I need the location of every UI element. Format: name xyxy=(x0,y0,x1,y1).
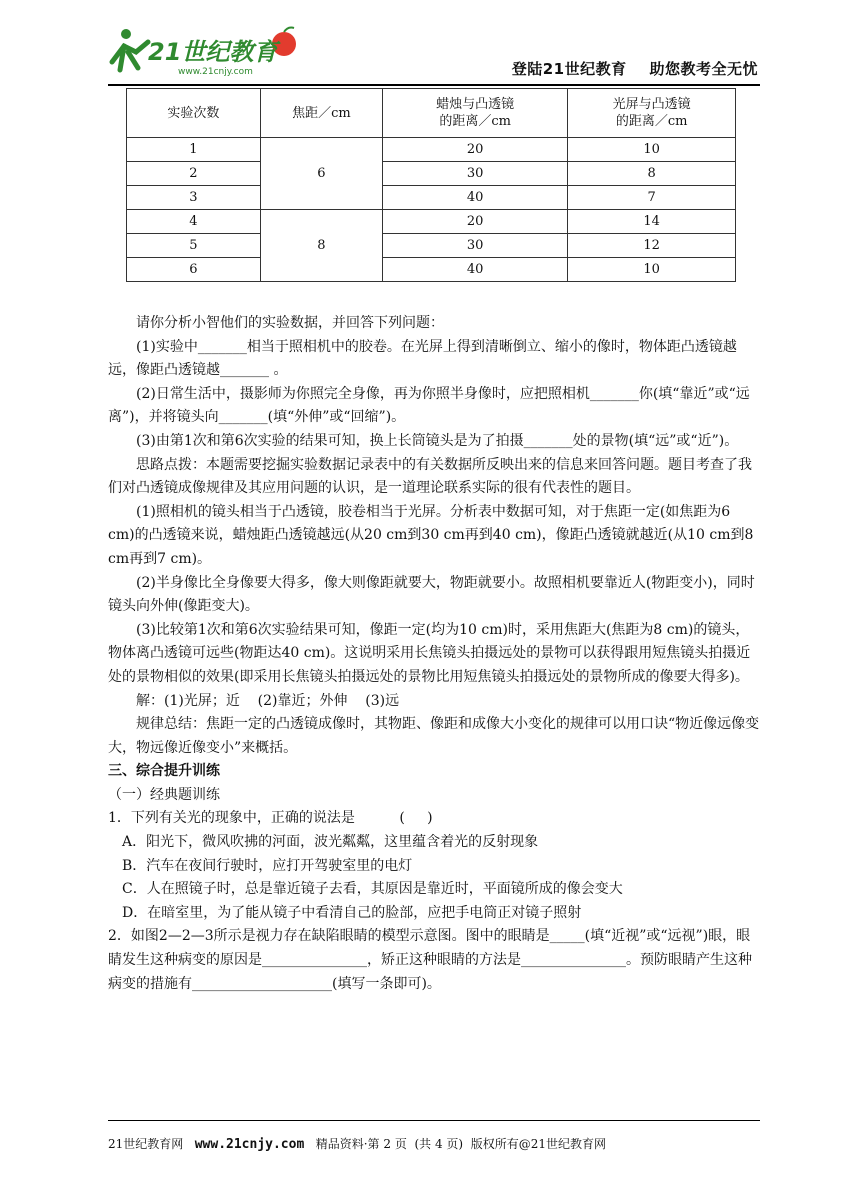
table-cell: 40 xyxy=(382,258,567,282)
logo-text: 21世纪教育 xyxy=(148,38,278,66)
question-1: (1)实验中_______相当于照相机中的胶卷。在光屏上得到清晰倒立、缩小的像时，物体距凸透镜越远，像距凸透镜越_______ 。 xyxy=(108,338,737,379)
page-body xyxy=(108,312,760,996)
subsection-heading: （一）经典题训练 xyxy=(108,786,220,803)
exercise-2: 2．如图2—2—3所示是视力存在缺陷眼睛的模型示意图。图中的眼睛是_____(填“近视”或“远视”)眼，眼睛发生这种病变的原因是_______________，矫正这种眼睛的方法是_______________。预防眼睛产生这种病变的措施有____________________(填写一条即可)。 xyxy=(108,928,752,992)
footer-page-info: 精品资料·第 2 页 (共 4 页) 版权所有@21世纪教育网 xyxy=(304,1137,606,1151)
option-d: D．在暗室里，为了能从镜子中看清自己的脸部，应把手电筒正对镜子照射 xyxy=(122,904,582,921)
table-row xyxy=(127,186,736,210)
table-cell: 10 xyxy=(568,138,736,162)
header-cell-image-distance: 光屏与凸透镜 的距离／cm xyxy=(568,89,736,138)
header-cell-object-distance: 蜡烛与凸透镜 的距离／cm xyxy=(382,89,567,138)
table-cell-focal: 8 xyxy=(260,210,382,282)
experiment-table xyxy=(126,88,736,282)
table-cell: 10 xyxy=(568,258,736,282)
table-cell: 20 xyxy=(382,210,567,234)
exercise-1: 1．下列有关光的现象中，正确的说法是 ( ) xyxy=(108,810,433,827)
table-cell: 40 xyxy=(382,186,567,210)
hint-paragraph: 思路点拨：本题需要挖掘实验数据记录表中的有关数据所反映出来的信息来回答问题。题目考查了我们对凸透镜成像规律及其应用问题的认识，是一道理论联系实际的很有代表性的题目。 xyxy=(108,456,752,497)
footer-url[interactable]: www.21cnjy.com xyxy=(194,1137,305,1152)
table-cell: 12 xyxy=(568,234,736,258)
header-cell-focal: 焦距／cm xyxy=(260,89,382,138)
table-cell-focal: 6 xyxy=(260,138,382,210)
table-row xyxy=(127,234,736,258)
table-row xyxy=(127,162,736,186)
table-cell: 7 xyxy=(568,186,736,210)
analysis-2: (2)半身像比全身像要大得多，像大则像距就要大，物距就要小。故照相机要靠近人(物距变小)，同时镜头向外伸(像距变大)。 xyxy=(108,574,755,615)
site-logo xyxy=(108,22,308,80)
analysis-3: (3)比较第1次和第6次实验结果可知，像距一定(均为10 cm)时，采用焦距大(焦距为8 cm)的镜头，物体离凸透镜可远些(物距达40 cm)。这说明采用长焦镜头拍摄远处的景物可以获得跟用短焦镜头拍摄近处的景物相似的效果(即采用长焦镜头拍摄远处的景物比用短焦镜头拍摄远处的景物所成的像要大得多)。 xyxy=(108,621,751,685)
table-cell: 5 xyxy=(127,234,261,258)
header-cell-trial: 实验次数 xyxy=(127,89,261,138)
logo-url: www.21cnjy.com xyxy=(178,67,253,77)
option-b: B．汽车在夜间行驶时，应打开驾驶室里的电灯 xyxy=(122,857,413,874)
footer-divider xyxy=(108,1120,760,1121)
table-row xyxy=(127,258,736,282)
rule-summary: 规律总结：焦距一定的凸透镜成像时，其物距、像距和成像大小变化的规律可以用口诀“物近像远像变大，物远像近像变小”来概括。 xyxy=(108,716,760,756)
table-cell: 30 xyxy=(382,162,567,186)
footer-site: 21世纪教育网 xyxy=(108,1137,195,1151)
table-cell: 3 xyxy=(127,186,261,210)
table-row xyxy=(127,210,736,234)
solution-line: 解：(1)光屏；近 (2)靠近；外伸 (3)远 xyxy=(136,692,400,709)
table-cell: 20 xyxy=(382,138,567,162)
question-2: (2)日常生活中，摄影师为你照完全身像，再为你照半身像时，应把照相机_______你(填“靠近”或“远离”)，并将镜头向_______(填“外伸”或“回缩”)。 xyxy=(108,385,750,426)
table-row xyxy=(127,138,736,162)
table-cell: 1 xyxy=(127,138,261,162)
option-a: A．阳光下，微风吹拂的河面，波光粼粼，这里蕴含着光的反射现象 xyxy=(122,834,539,851)
table-cell: 2 xyxy=(127,162,261,186)
question-3: (3)由第1次和第6次实验的结果可知，换上长筒镜头是为了拍摄_______处的景物(填“远”或“近”)。 xyxy=(136,432,739,449)
analysis-1: (1)照相机的镜头相当于凸透镜，胶卷相当于光屏。分析表中数据可知，对于焦距一定(如焦距为6 cm)的凸透镜来说，蜡烛距凸透镜越远(从20 cm到30 cm再到40 cm)，像距凸透镜就越近(从10 cm到8 cm再到7 cm)。 xyxy=(108,503,754,567)
header-divider xyxy=(108,84,760,86)
page-header xyxy=(108,14,758,84)
table-cell: 6 xyxy=(127,258,261,282)
header-slogan: 登陆21世纪教育 助您教考全无忧 xyxy=(511,60,758,78)
section-heading: 三、综合提升训练 xyxy=(108,763,220,780)
table-cell: 8 xyxy=(568,162,736,186)
table-cell: 4 xyxy=(127,210,261,234)
table-cell: 14 xyxy=(568,210,736,234)
option-c: C．人在照镜子时，总是靠近镜子去看，其原因是靠近时，平面镜所成的像会变大 xyxy=(122,881,623,898)
intro-paragraph: 请你分析小智他们的实验数据，并回答下列问题： xyxy=(136,315,444,331)
page-footer xyxy=(108,1135,760,1152)
table-header-row xyxy=(127,89,736,138)
table-cell: 30 xyxy=(382,234,567,258)
